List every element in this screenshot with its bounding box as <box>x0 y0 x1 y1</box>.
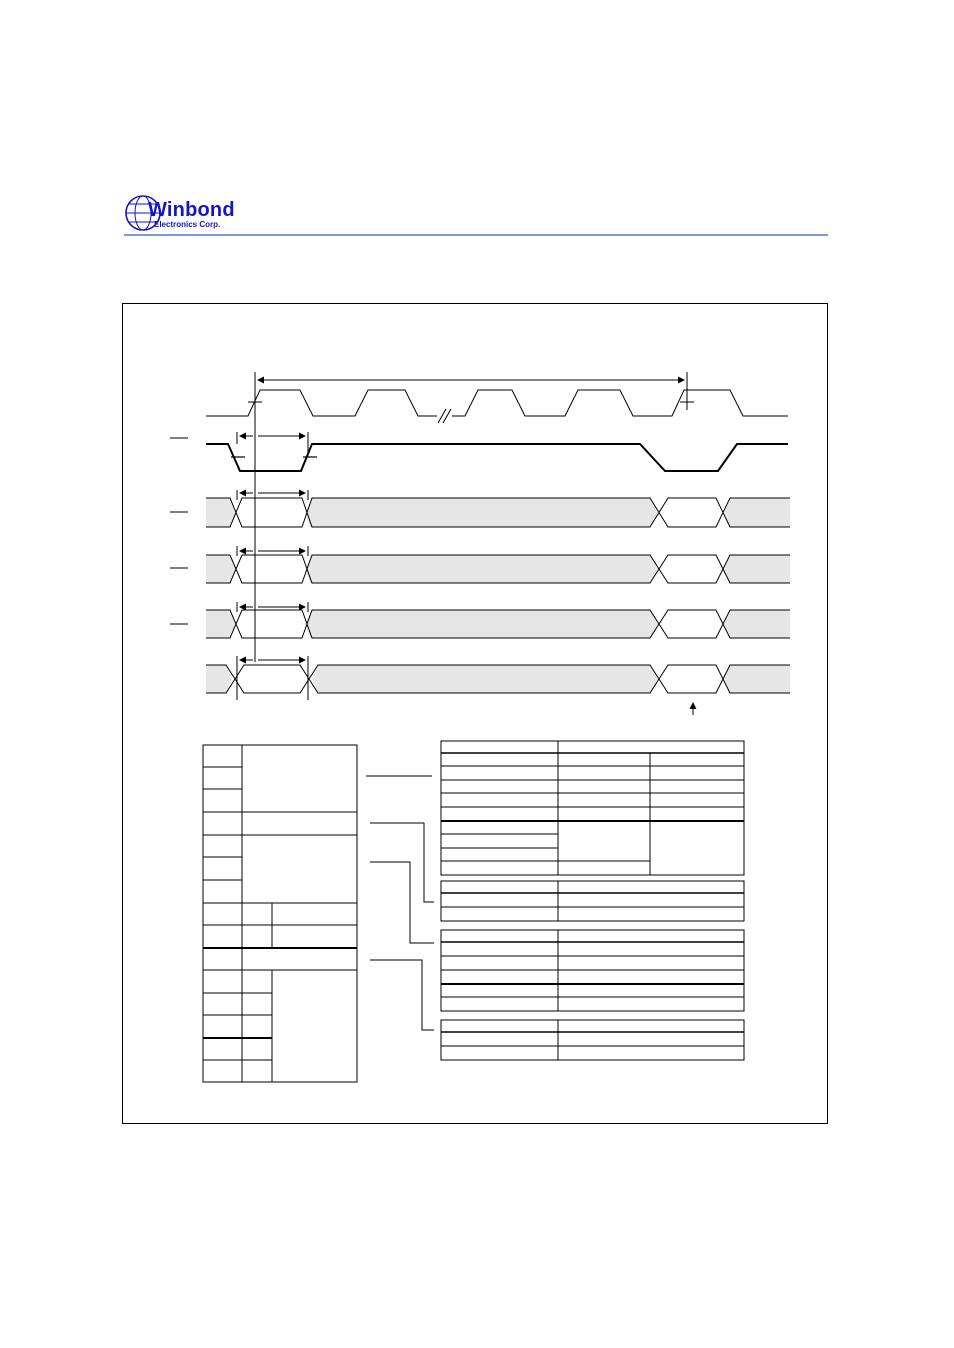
cs-timing-arrow <box>237 432 308 456</box>
brand-name: Winbond <box>148 199 235 221</box>
clock-period-arrow <box>255 372 687 444</box>
clock-waveform <box>206 390 788 423</box>
we-waveform <box>206 602 790 638</box>
address-waveform <box>206 656 790 715</box>
cs-waveform <box>206 444 788 471</box>
write-mode-table <box>441 1020 744 1060</box>
brand-subtitle: Electronics Corp. <box>154 220 221 229</box>
addressing-mode-table <box>441 881 744 921</box>
burst-length-table <box>441 741 744 875</box>
connector-lines <box>366 776 434 1030</box>
signal-overbars <box>170 438 188 624</box>
ras-waveform <box>206 490 790 527</box>
cas-latency-table <box>441 930 744 1011</box>
cas-waveform <box>206 546 790 583</box>
register-bit-table <box>203 745 357 1082</box>
